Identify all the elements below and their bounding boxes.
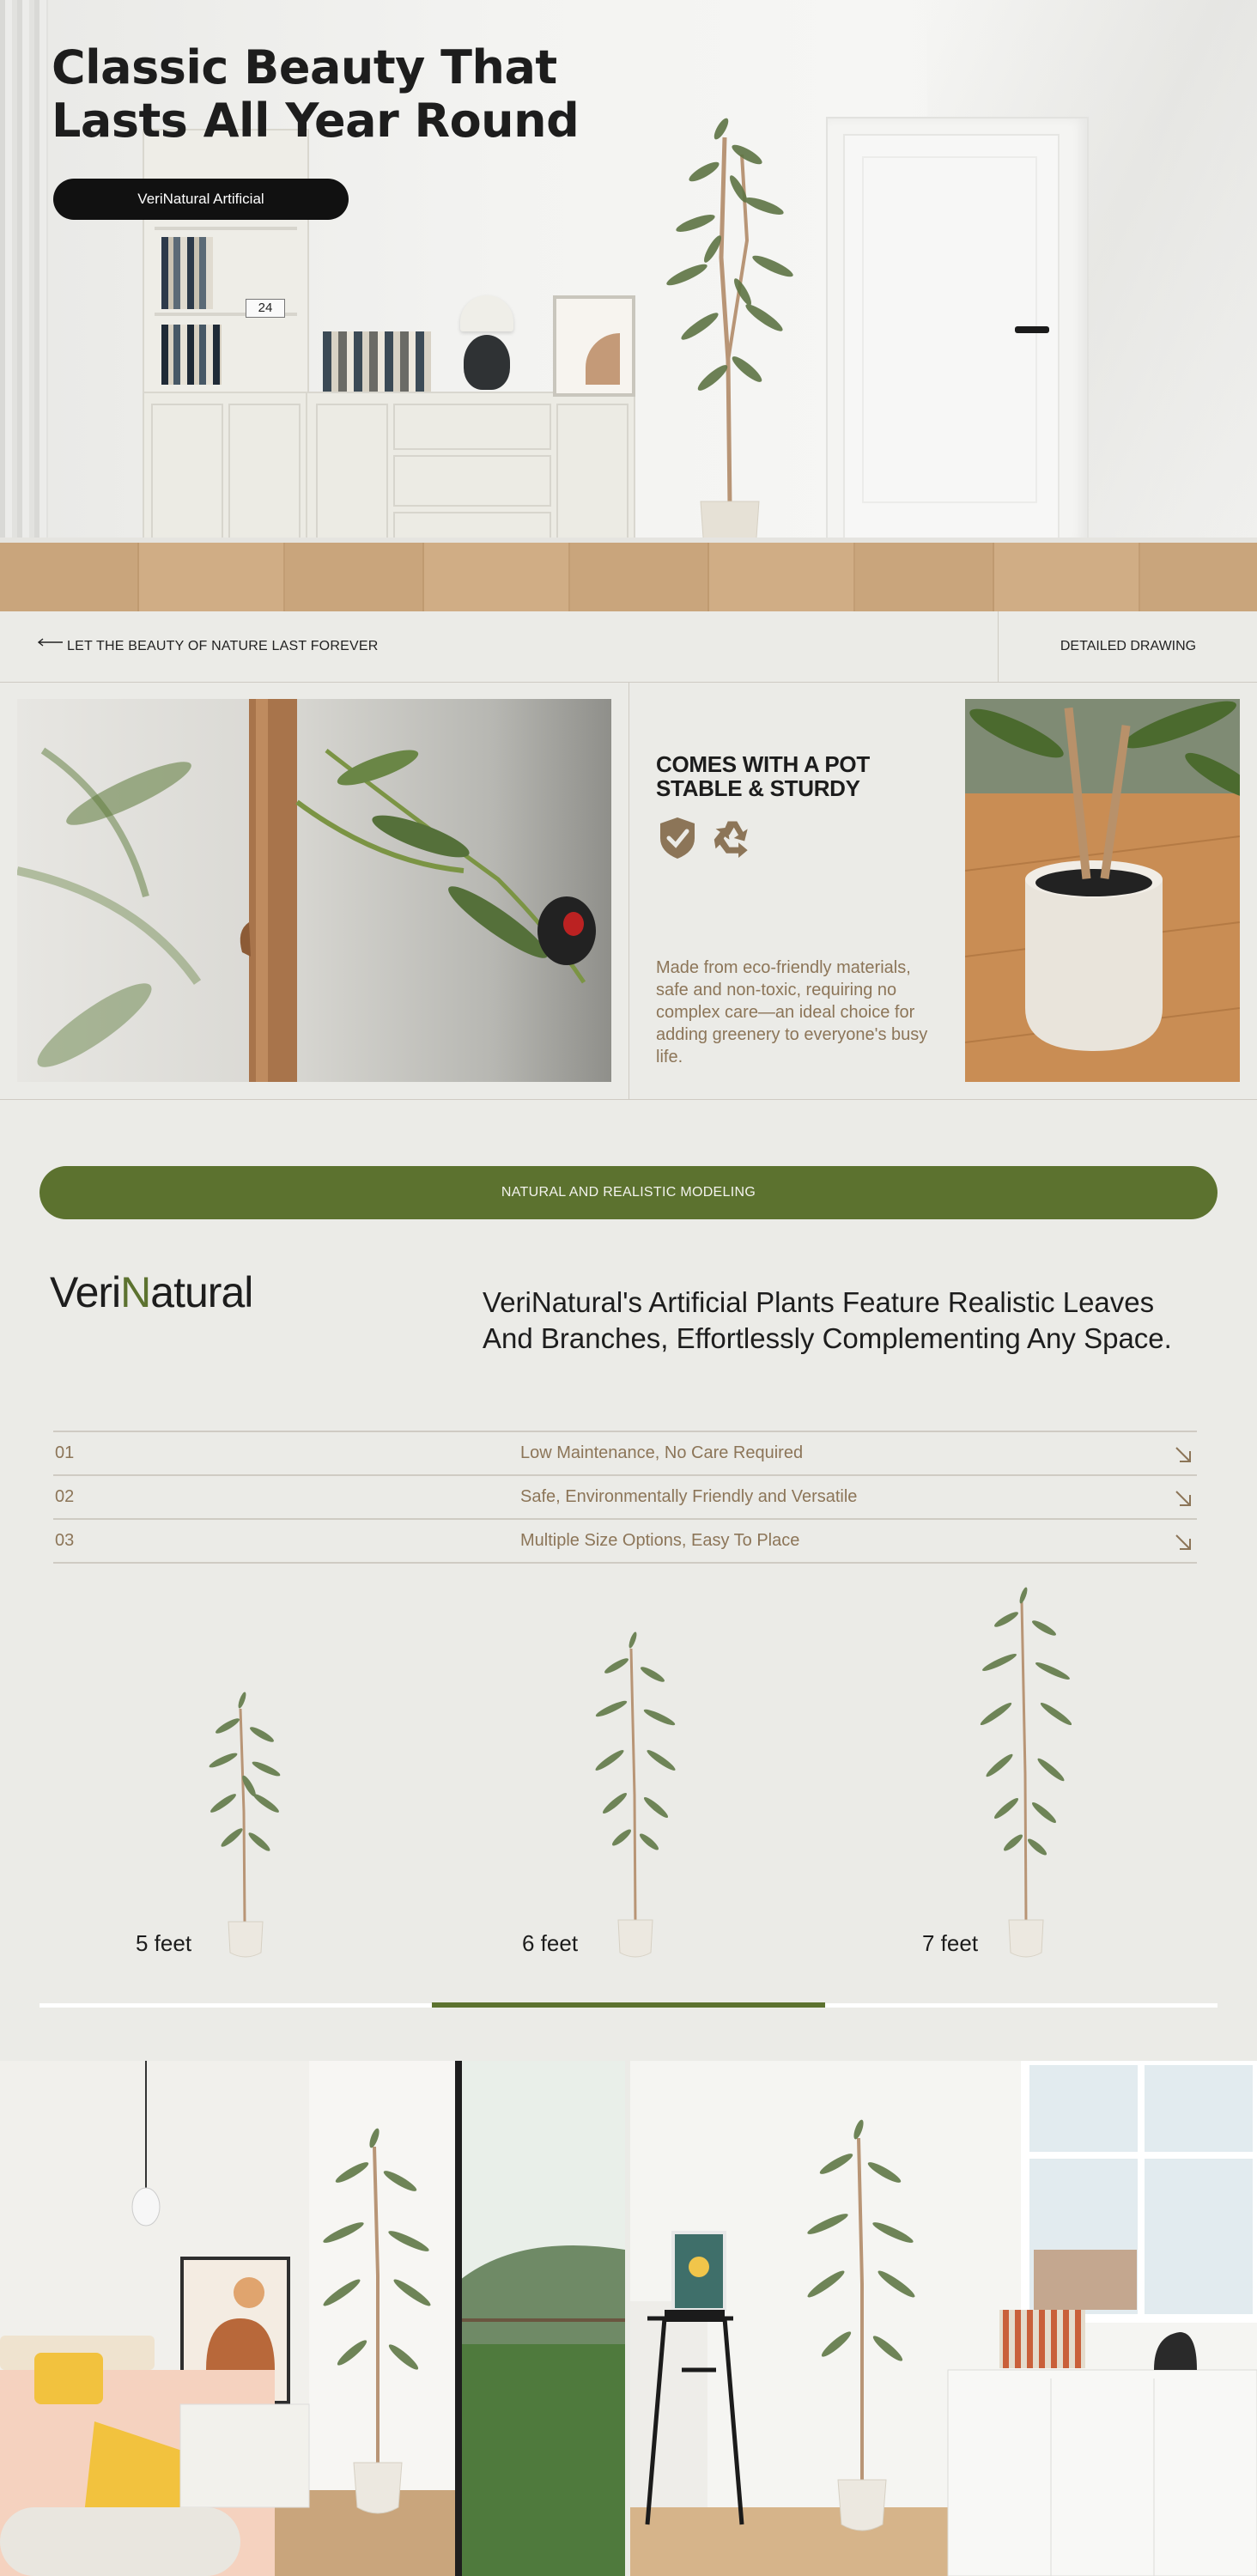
natural-modeling-banner: NATURAL AND REALISTIC MODELING [39,1166,1218,1219]
strip-left-label: LET THE BEAUTY OF NATURE LAST FOREVER [67,639,379,653]
hero-books [323,331,431,392]
hero-plant [635,103,824,575]
arrow-down-right-icon[interactable] [1173,1488,1193,1509]
hero-curtain [0,0,48,592]
plant-6ft-image [567,1623,704,1966]
size-label: 7 feet [922,1930,979,1956]
carousel-progress-indicator[interactable] [432,2002,824,2008]
plant-7ft-image [953,1585,1099,1966]
hero-bookshelf [143,129,309,395]
bedroom-scene-photo [0,2061,625,2576]
hero-door-panel [862,156,1037,503]
feature-text: Multiple Size Options, Easy To Place [520,1531,800,1550]
pot-section-divider [628,682,629,1099]
feature-divider [53,1431,1197,1432]
hero-frame [553,295,635,397]
door-handle [1015,326,1049,333]
detailed-drawing-tab[interactable]: DETAILED DRAWING [1060,639,1197,653]
feature-number: 02 [55,1487,75,1506]
branch-closeup-photo [17,699,611,1082]
hero-title [52,41,584,148]
verinatural-logo [50,1267,252,1317]
hero-title-line-2: Lasts All Year Round [52,94,580,148]
pot-title-line-2: STABLE & STURDY [656,775,860,801]
pot-section-title [656,752,931,800]
strip-divider [998,611,999,682]
arrow-left-icon [38,635,67,651]
brand-tagline: VeriNatural's Artificial Plants Feature Realistic Leaves And Branches, Effortlessly Complementing Any Space. [483,1286,1172,1354]
pot-closeup-photo [965,699,1240,1082]
feature-number: 03 [55,1531,75,1550]
feature-text: Safe, Environmentally Friendly and Versatile [520,1487,858,1506]
arrow-down-right-icon[interactable] [1173,1444,1193,1465]
hero-floor [0,543,1257,611]
plant-5ft-image [180,1674,309,1966]
hero-lamp [448,295,525,390]
strip-left-link[interactable] [38,639,378,654]
feature-divider [53,1474,1197,1476]
shield-check-icon [658,816,697,860]
feature-number: 01 [55,1443,75,1462]
hero-clock: 24 [246,299,285,318]
arrow-down-right-icon[interactable] [1173,1532,1193,1552]
size-label: 6 feet [522,1930,579,1956]
brand-pill-button[interactable]: VeriNatural Artificial [53,179,349,220]
recycle-icon [713,816,752,860]
feature-divider [53,1562,1197,1564]
dining-scene-photo [630,2061,1257,2576]
feature-text: Low Maintenance, No Care Required [520,1443,804,1462]
pot-description: Made from eco-friendly materials, safe and non-toxic, requiring no complex care—an ideal choice for adding greenery to everyone's busy life. [656,958,928,1066]
size-label: 5 feet [136,1930,192,1956]
hero-title-line-1: Classic Beauty That [52,40,557,94]
logo-part-1: Veri [50,1268,121,1316]
logo-part-3: atural [150,1268,253,1316]
logo-leaf-n: N [120,1268,151,1316]
feature-divider [53,1518,1197,1520]
pot-title-line-1: COMES WITH A POT [656,751,870,777]
